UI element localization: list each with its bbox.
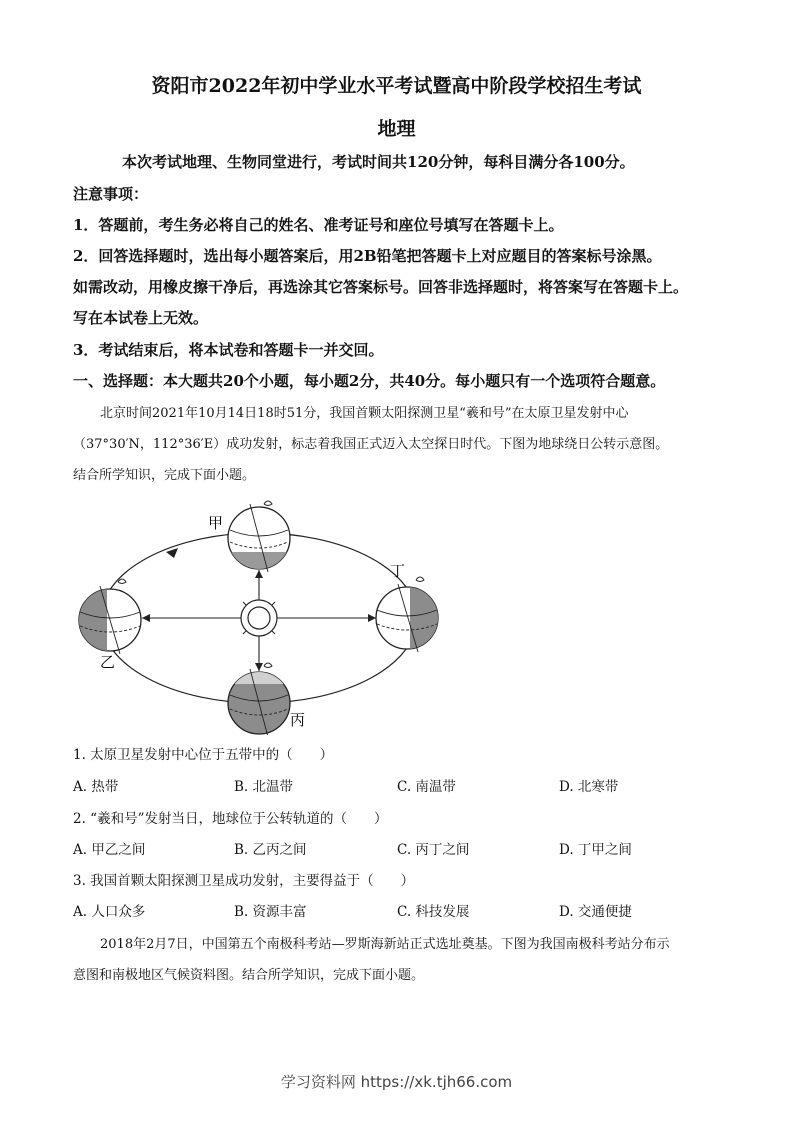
question-stem: 1. 太原卫星发射中心位于五带中的（ ） (73, 747, 334, 763)
option-c: C. 南温带 (397, 779, 456, 795)
orbit-direction-arrow (166, 548, 178, 558)
option-a: A. 甲乙之间 (73, 842, 146, 858)
option-d: D. 丁甲之间 (559, 842, 632, 858)
passage-line: 意图和南极地区气候资料图。结合所学知识，完成下面小题。 (73, 968, 425, 983)
notice-line: 1．答题前，考生务必将自己的姓名、准考证号和座位号填写在答题卡上。 (73, 216, 564, 234)
passage-line: 2018年2月7日，中国第五个南极科考站—罗斯海新站正式选址奠基。下图为我国南极科考站分布示 (100, 937, 670, 952)
option-a: A. 人口众多 (73, 904, 146, 920)
option-b: B. 资源丰富 (234, 904, 307, 920)
passage-line: 北京时间2021年10月14日18时51分，我国首颗太阳探测卫星“羲和号”在太原卫星发射中心 (100, 406, 629, 421)
exam-intro: 本次考试地理、生物同堂进行，考试时间共120分钟，每科目满分各100分。 (122, 153, 635, 171)
exam-subject: 地理 (377, 118, 416, 140)
label-yi: 乙 (100, 653, 116, 671)
label-jia: 甲 (208, 514, 224, 532)
notice-heading: 注意事项： (73, 185, 149, 203)
earth-yi-icon (79, 579, 141, 654)
passage-line: （37°30′N，112°36′E）成功发射，标志着我国正式迈入太空探日时代。下图为地球绕日公转示意图。 (73, 437, 669, 452)
passage-line: 结合所学知识，完成下面小题。 (73, 468, 256, 483)
sun-icon (237, 596, 281, 640)
question-stem: 3. 我国首颗太阳探测卫星成功发射，主要得益于（ ） (73, 873, 415, 889)
label-bing: 丙 (290, 711, 306, 729)
question-stem: 2. “羲和号”发射当日，地球位于公转轨道的（ ） (73, 811, 388, 827)
earth-ding-icon (376, 577, 438, 652)
earth-bing-icon (228, 663, 290, 735)
option-c: C. 丙丁之间 (397, 842, 470, 858)
earth-jia-icon (228, 501, 290, 572)
label-ding: 丁 (390, 562, 406, 580)
option-a: A. 热带 (73, 779, 119, 795)
notice-line: 写在本试卷上无效。 (73, 309, 209, 327)
option-d: D. 交通便捷 (559, 904, 632, 920)
exam-title: 资阳市2022年初中学业水平考试暨高中阶段学校招生考试 (151, 75, 642, 97)
notice-line: 2．回答选择题时，选出每小题答案后，用2B铅笔把答题卡上对应题目的答案标号涂黑。 (73, 247, 662, 265)
section-heading: 一、选择题：本大题共20个小题，每小题2分，共40分。每小题只有一个选项符合题意。 (73, 372, 666, 390)
notice-line: 3．考试结束后，将本试卷和答题卡一并交回。 (73, 341, 384, 359)
earth-revolution-diagram (70, 490, 450, 735)
option-b: B. 北温带 (234, 779, 294, 795)
option-c: C. 科技发展 (397, 904, 470, 920)
page-footer: 学习资料网 https://xk.tjh66.com (280, 1073, 513, 1091)
notice-line: 如需改动，用橡皮擦干净后，再选涂其它答案标号。回答非选择题时，将答案写在答题卡上。 (73, 278, 689, 296)
option-d: D. 北寒带 (559, 779, 619, 795)
option-b: B. 乙丙之间 (234, 842, 307, 858)
